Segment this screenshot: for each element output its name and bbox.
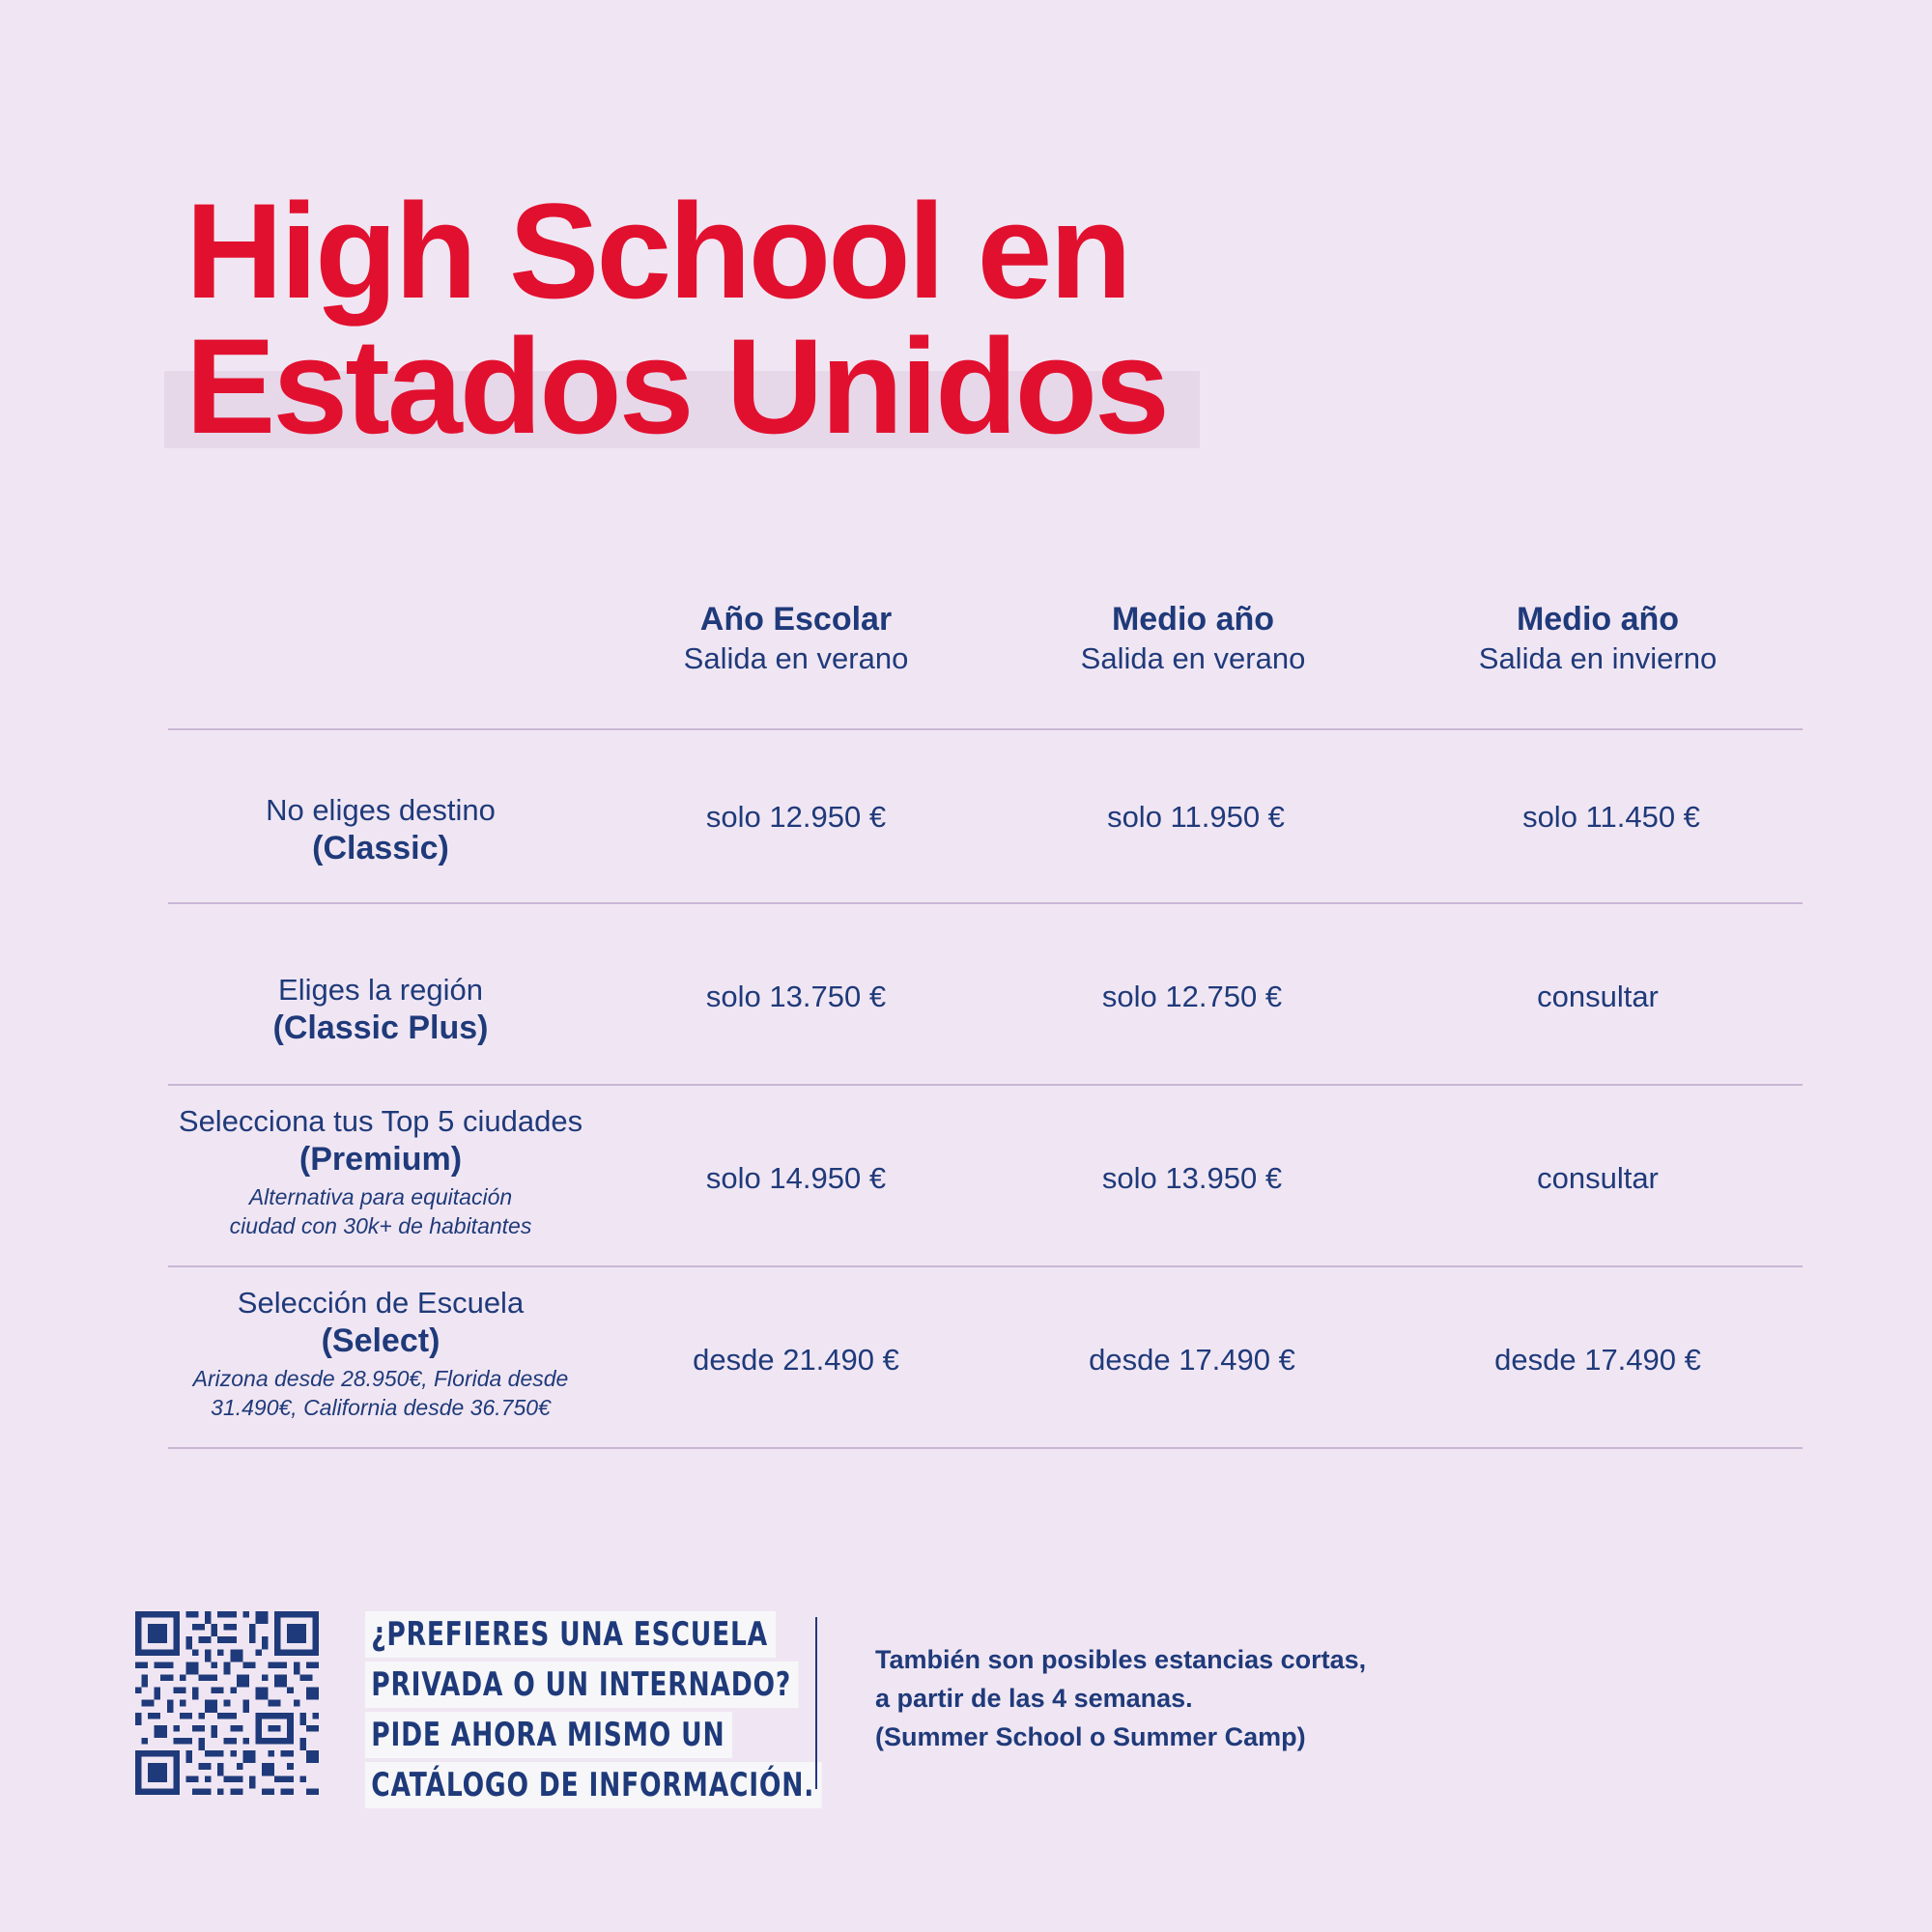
column-subtitle: Salida en invierno [1478,641,1718,675]
column-title: Medio año [1516,601,1680,638]
row-label-text: Selecciona tus Top 5 ciudades [178,1104,583,1138]
row-divider [168,1447,1803,1449]
title-block [164,175,1227,473]
column-header-medio-ano-invierno [1405,599,1791,678]
table-row-classic [168,730,1803,904]
row-label [168,972,593,1047]
row-note-line: Arizona desde 28.950€, Florida desde [192,1366,569,1391]
price-cell: desde 21.490 € [693,1343,899,1377]
note-line: (Summer School o Summer Camp) [875,1722,1306,1751]
price-cell: consultar [1537,980,1659,1013]
cta-line: PIDE AHORA MISMO UN [365,1712,732,1758]
price-cell: desde 17.490 € [1089,1343,1295,1377]
row-tier: (Select) [321,1322,440,1359]
footer-divider [815,1617,817,1789]
catalog-request-text [365,1611,815,1812]
row-tier: (Classic Plus) [272,1009,489,1046]
price-cell: solo 13.750 € [705,980,887,1013]
row-note-line: ciudad con 30k+ de habitantes [229,1213,532,1238]
column-header-medio-ano-verano [1000,599,1386,678]
price-cell: solo 12.750 € [1101,980,1283,1013]
page-title [185,175,1167,462]
short-stays-note [875,1640,1551,1756]
cta-line: CATÁLOGO DE INFORMACIÓN. [365,1762,822,1808]
row-note [168,1364,593,1422]
title-line-2: Estados Unidos [185,310,1167,462]
table-row-classic-plus [168,904,1803,1084]
cta-line: PRIVADA O UN INTERNADO? [365,1662,799,1708]
price-cell: consultar [1537,1161,1659,1195]
qr-code-icon[interactable] [135,1611,319,1795]
row-tier: (Classic) [312,830,449,867]
note-line: a partir de las 4 semanas. [875,1684,1193,1713]
cta-line: ¿PREFIERES UNA ESCUELA [365,1611,776,1658]
price-cell: solo 11.450 € [1522,800,1700,834]
row-note-line: Alternativa para equitación [248,1184,513,1209]
price-cell: solo 13.950 € [1101,1161,1283,1195]
price-cell: solo 14.950 € [705,1161,887,1195]
table-row-premium [168,1086,1803,1265]
row-label-text: Selección de Escuela [237,1286,525,1320]
row-label [168,792,593,867]
row-label [168,1285,593,1422]
price-cell: solo 12.950 € [705,800,887,834]
price-cell: desde 17.490 € [1494,1343,1701,1377]
column-title: Medio año [1111,601,1275,638]
column-header-ano-escolar [603,599,989,678]
table-row-select [168,1267,1803,1449]
row-note [168,1182,593,1240]
price-cell: solo 11.950 € [1107,800,1285,834]
column-title: Año Escolar [699,601,893,638]
row-label [168,1103,593,1240]
column-subtitle: Salida en verano [1080,641,1306,675]
footer [135,1611,1797,1804]
row-note-line: 31.490€, California desde 36.750€ [211,1395,551,1420]
row-label-text: No eliges destino [266,793,496,827]
note-line: También son posibles estancias cortas, [875,1645,1367,1674]
title-line-1: High School en [185,175,1129,327]
row-label-text: Eliges la región [278,973,483,1007]
row-tier: (Premium) [298,1141,463,1178]
column-subtitle: Salida en verano [683,641,909,675]
